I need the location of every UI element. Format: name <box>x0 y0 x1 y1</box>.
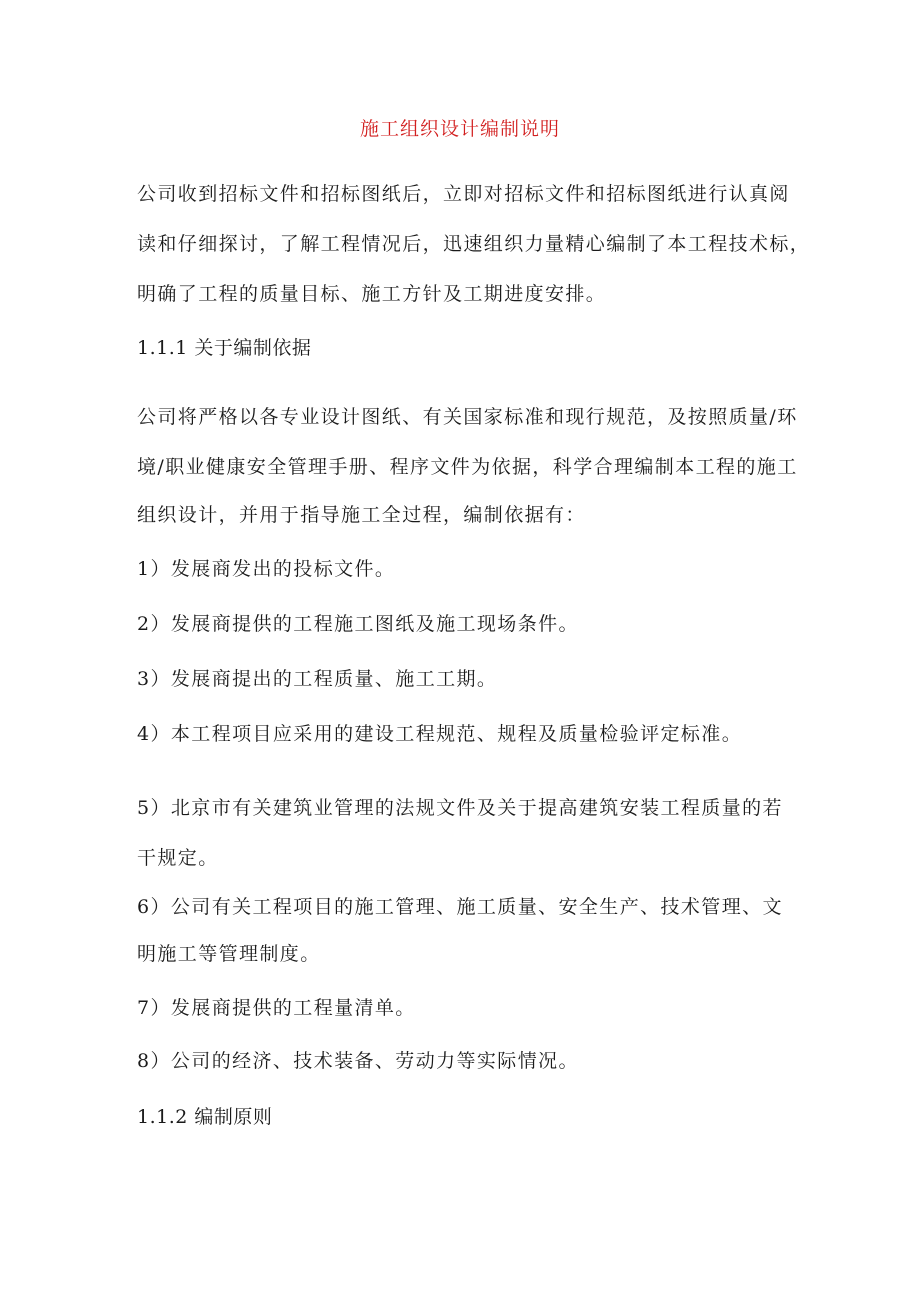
list-item-2: 2）发展商提供的工程施工图纸及施工现场条件。 <box>137 613 579 635</box>
intro-line-3: 明确了工程的质量目标、施工方针及工期进度安排。 <box>137 283 607 305</box>
document-title: 施工组织设计编制说明 <box>359 118 560 140</box>
list-item-6-line-1: 6）公司有关工程项目的施工管理、施工质量、安全生产、技术管理、文 <box>137 896 783 918</box>
section-heading-1-1-2: 1.1.2 编制原则 <box>137 1106 273 1128</box>
basis-para-line-3: 组织设计，并用于指导施工全过程，编制依据有： <box>137 504 586 526</box>
section-heading-1-1-1: 1.1.1 关于编制依据 <box>137 337 312 359</box>
list-item-1: 1）发展商发出的投标文件。 <box>137 558 396 580</box>
basis-para-line-2: 境/职业健康安全管理手册、程序文件为依据，科学合理编制本工程的施工 <box>137 456 798 478</box>
list-item-6-line-2: 明施工等管理制度。 <box>137 943 321 965</box>
list-item-3: 3）发展商提出的工程质量、施工工期。 <box>137 668 498 690</box>
list-item-5-line-1: 5）北京市有关建筑业管理的法规文件及关于提高建筑安装工程质量的若 <box>137 797 783 819</box>
basis-para-line-1: 公司将严格以各专业设计图纸、有关国家标准和现行规范，及按照质量/环 <box>137 406 798 428</box>
list-item-7: 7）发展商提供的工程量清单。 <box>137 997 416 1019</box>
list-item-4: 4）本工程项目应采用的建设工程规范、规程及质量检验评定标准。 <box>137 723 743 745</box>
list-item-5-line-2: 干规定。 <box>137 847 219 869</box>
intro-line-2: 读和仔细探讨，了解工程情况后，迅速组织力量精心编制了本工程技术标， <box>137 233 811 255</box>
intro-line-1: 公司收到招标文件和招标图纸后，立即对招标文件和招标图纸进行认真阅 <box>137 183 790 205</box>
list-item-8: 8）公司的经济、技术装备、劳动力等实际情况。 <box>137 1050 579 1072</box>
